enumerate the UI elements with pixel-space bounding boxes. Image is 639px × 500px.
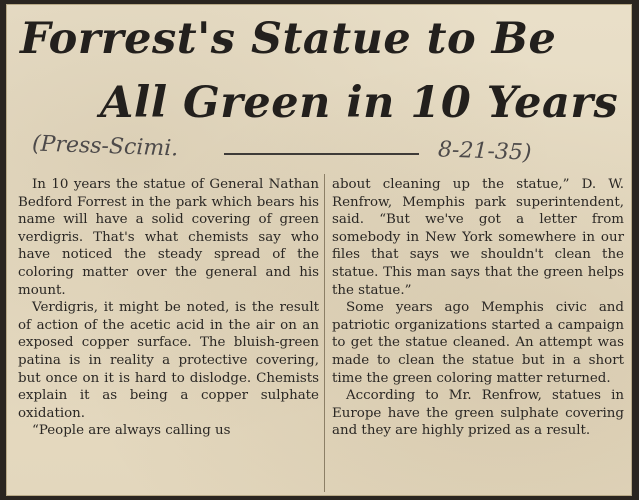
column-divider — [324, 174, 325, 492]
handwritten-date-note: 8-21-35) — [437, 137, 532, 166]
handwritten-underline — [224, 153, 419, 155]
paragraph: In 10 years the statue of General Nathan Bedford Forrest in the park which bears his name will have a solid covering of green verdigris. That's what chemists say who have noticed the steady spread of the coloring matter over the general and his mount. — [18, 177, 319, 298]
headline-line-1: Forrest's Statue to Be — [20, 14, 557, 64]
article-left-column — [18, 176, 319, 440]
paragraph: Verdigris, it might be noted, is the result of action of the acetic acid in the air on an exposed copper surface. The bluish-green patina is in reality a protective covering, but once on it is hard to dislodge. Chemists explain it as being a copper sulphate oxidation. — [18, 300, 319, 421]
newspaper-clipping — [6, 4, 632, 496]
paragraph: “People are always calling us — [32, 423, 231, 439]
paragraph: Some years ago Memphis civic and patriotic organizations started a campaign to get the statue cleaned. An attempt was made to clean the statue but in a short time the green coloring matter returned. — [332, 300, 624, 386]
handwritten-source-note: (Press-Scimi. — [31, 131, 179, 162]
paragraph: about cleaning up the statue,” D. W. Renfrow, Memphis park superintendent, said. “But we've got a letter from somebody in New York somewhere in our files that says we shouldn't clean the statue. This man says that the green helps the statue.” — [332, 177, 624, 298]
paragraph: According to Mr. Renfrow, statues in Europe have the green sulphate covering and they are highly prized as a result. — [332, 388, 624, 439]
headline-line-2: All Green in 10 Years — [100, 78, 619, 128]
article-right-column — [332, 176, 624, 440]
